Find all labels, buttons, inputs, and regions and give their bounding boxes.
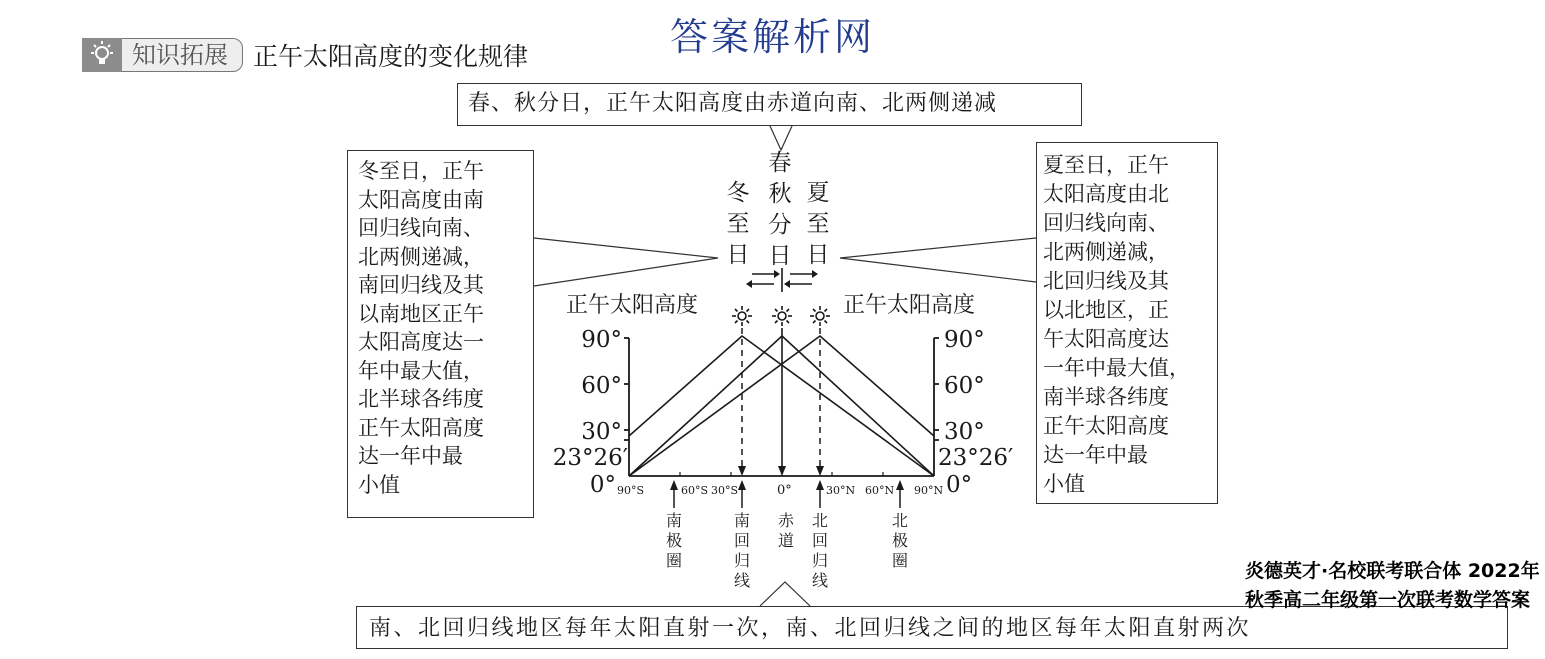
equinox-callout-box: 春、秋分日，正午太阳高度由赤道向南、北两侧递减 bbox=[457, 83, 1082, 126]
lat-cancer-char: 北 bbox=[811, 511, 829, 530]
watermark-text: 答案解析网 bbox=[669, 15, 875, 59]
x-tick-label: 60°N bbox=[865, 484, 895, 497]
lat-arctic-char: 极 bbox=[891, 531, 909, 550]
y-tick-left: 60° bbox=[581, 373, 622, 399]
y-tick-left: 23°26′ bbox=[552, 445, 628, 471]
date-summer-char: 夏 bbox=[806, 180, 830, 206]
lat-arctic-char: 北 bbox=[891, 511, 909, 530]
date-equinox-char: 分 bbox=[768, 212, 792, 238]
left-axis-title: 正午太阳高度 bbox=[566, 293, 699, 318]
header-tag: 知识拓展 bbox=[122, 38, 243, 72]
x-tick-label: 90°S bbox=[617, 484, 645, 497]
lat-arctic-char: 圈 bbox=[891, 551, 909, 570]
date-equinox-char: 春 bbox=[768, 150, 792, 176]
lat-cancer-char: 线 bbox=[811, 571, 829, 590]
date-winter-char: 日 bbox=[726, 242, 750, 268]
y-tick-left: 30° bbox=[581, 419, 622, 445]
y-tick-right: 90° bbox=[944, 327, 985, 353]
y-tick-left: 0° bbox=[589, 472, 616, 498]
lat-capricorn-char: 线 bbox=[733, 571, 751, 590]
x-axis-zero-right: 0° bbox=[946, 472, 973, 498]
y-tick-right: 23°26′ bbox=[938, 445, 1014, 471]
date-winter-char: 冬 bbox=[726, 180, 750, 206]
page-title: 正午太阳高度的变化规律 bbox=[253, 42, 529, 71]
x-tick-label: 60°S bbox=[681, 484, 709, 497]
lat-antarctic-char: 圈 bbox=[665, 551, 683, 570]
date-equinox-char: 秋 bbox=[768, 181, 792, 207]
right-callout-pointer bbox=[840, 238, 1036, 282]
left-callout-pointer bbox=[534, 238, 718, 286]
x-tick-label: 30°S bbox=[711, 484, 739, 497]
date-summer-char: 至 bbox=[806, 211, 830, 237]
top-callout-pointer bbox=[770, 126, 792, 150]
exam-footnote: 炎德英才·名校联考联合体 2022年秋季高二年级第一次联考数学答案 bbox=[1245, 560, 1540, 611]
lat-capricorn-char: 回 bbox=[733, 531, 751, 550]
winter-solstice-callout-box: 冬至日，正午 太阳高度由南 回归线向南、 北两侧递减， 南回归线及其 以南地区正午 太阳高度达一 年中最大值， 北半球各纬度 正午太阳高度 达一年中最 小值 bbox=[347, 150, 534, 518]
right-axis-title: 正午太阳高度 bbox=[843, 293, 976, 318]
date-winter-char: 至 bbox=[726, 211, 750, 237]
direct-sun-callout-box: 南、北回归线地区每年太阳直射一次，南、北回归线之间的地区每年太阳直射两次 bbox=[356, 606, 1508, 649]
x-tick-label: 30°N bbox=[826, 484, 856, 497]
summer-solstice-callout-box: 夏至日，正午 太阳高度由北 回归线向南、 北两侧递减， 北回归线及其 以北地区，正 午太阳高度达 一年中最大值， 南半球各纬度 正午太阳高度 达一年中最 小值 bbox=[1036, 142, 1218, 504]
lat-antarctic-char: 极 bbox=[665, 531, 683, 550]
x-tick-label: 0° bbox=[777, 483, 792, 498]
lat-equator-char: 赤 bbox=[777, 511, 795, 530]
sun-icon bbox=[732, 306, 830, 326]
y-tick-left: 90° bbox=[581, 327, 622, 353]
bottom-callout-pointer bbox=[760, 582, 810, 606]
y-tick-right: 30° bbox=[944, 419, 985, 445]
lat-cancer-char: 回 bbox=[811, 531, 829, 550]
lat-antarctic-char: 南 bbox=[665, 511, 683, 530]
y-tick-right: 60° bbox=[944, 373, 985, 399]
lat-capricorn-char: 南 bbox=[733, 511, 751, 530]
lat-equator-char: 道 bbox=[777, 531, 795, 550]
lat-cancer-char: 归 bbox=[811, 551, 829, 570]
x-tick-label: 90°N bbox=[914, 484, 944, 497]
lat-capricorn-char: 归 bbox=[733, 551, 751, 570]
date-equinox-char: 日 bbox=[768, 243, 792, 269]
date-summer-char: 日 bbox=[806, 242, 830, 268]
